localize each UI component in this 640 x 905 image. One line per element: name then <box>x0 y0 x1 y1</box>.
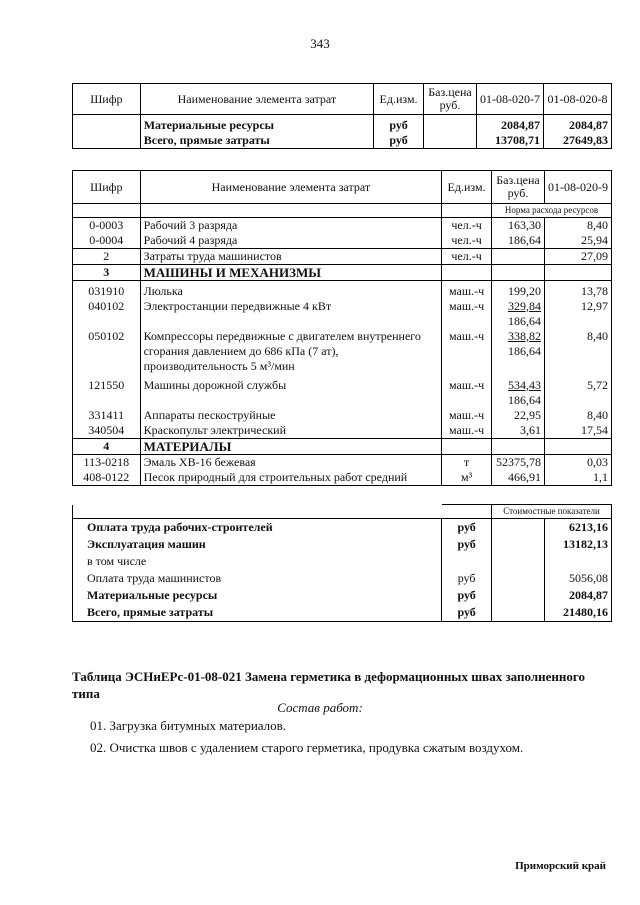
cost-indicators-label: Стоимостные показатели <box>492 505 612 519</box>
table-row: 040102 Электростанции передвижные 4 кВт маш.-ч 329,84 186,64 12,97 <box>73 299 612 329</box>
table-row: 121550 Машины дорожной службы маш.-ч 534,43 186,64 5,72 <box>73 374 612 408</box>
section-row: 3 МАШИНЫ И МЕХАНИЗМЫ <box>73 265 612 281</box>
work-item: 02. Очистка швов с удалением старого герметика, продувка сжатым воздухом. <box>90 740 524 755</box>
table-row: Всего, прямые затраты руб 21480,16 <box>73 604 612 622</box>
header-code: Шифр <box>73 171 141 204</box>
page-number: 343 <box>310 36 330 51</box>
table-row: 031910 Люлька маш.-ч 199,20 13,78 <box>73 284 612 299</box>
table-row: Оплата труда машинистов руб 5056,08 <box>73 570 612 587</box>
work-composition-title: Состав работ: <box>277 700 363 715</box>
table-row: 050102 Компрессоры передвижные с двигателем внутреннего сгорания давлением до 686 кПа (7 ат), производительность 5 м³/мин маш.-ч 338,82 186,64 8,40 <box>73 329 612 374</box>
table-caption: Таблица ЭСНиЕРс-01-08-021 Замена герметика в деформационных швах заполненного типа <box>72 669 585 701</box>
resource-norms-table <box>72 170 612 486</box>
cost-indicators-table <box>72 504 612 622</box>
table-row: Материальные ресурсы руб 2084,87 2084,87 <box>73 118 612 133</box>
header-col-020-8: 01-08-020-8 <box>543 84 611 115</box>
header-col-020-7: 01-08-020-7 <box>476 84 543 115</box>
table-row: Материальные ресурсы руб 2084,87 <box>73 587 612 604</box>
row-name: Материальные ресурсы <box>140 118 373 133</box>
header-unit: Ед.изм. <box>442 171 492 204</box>
table-row: 113-0218 Эмаль ХВ-16 бежевая т 52375,78 0,03 <box>73 454 612 470</box>
header-base-price: Баз.цена руб. <box>492 171 545 204</box>
table-row: Всего, прямые затраты руб 13708,71 27649,83 <box>73 133 612 149</box>
header-col-020-9: 01-08-020-9 <box>544 171 611 204</box>
header-unit: Ед.изм. <box>374 84 424 115</box>
table-row: 0-0004 Рабочий 4 разряда чел.-ч 186,64 25,94 <box>73 233 612 249</box>
table-row: 2 Затраты труда машинистов чел.-ч 27,09 <box>73 249 612 265</box>
header-base-price: Баз.цена руб. <box>424 84 477 115</box>
header-code: Шифр <box>73 84 141 115</box>
table-row: 340504 Краскопульт электрический маш.-ч 3,61 17,54 <box>73 423 612 439</box>
table-row: Оплата труда рабочих-строителей руб 6213,16 <box>73 519 612 537</box>
table-row: 331411 Аппараты пескоструйные маш.-ч 22,95 8,40 <box>73 408 612 423</box>
table-row: 408-0122 Песок природный для строительных работ средний м³ 466,91 1,1 <box>73 470 612 486</box>
row-name: Всего, прямые затраты <box>140 133 373 149</box>
header-name: Наименование элемента затрат <box>140 84 373 115</box>
work-item: 01. Загрузка битумных материалов. <box>90 718 287 733</box>
region-footer: Приморский край <box>515 860 606 872</box>
section-row: 4 МАТЕРИАЛЫ <box>73 438 612 454</box>
table-row: Эксплуатация машин руб 13182,13 <box>73 536 612 553</box>
norm-label: Норма расхода ресурсов <box>492 204 612 218</box>
header-name: Наименование элемента затрат <box>140 171 442 204</box>
cost-summary-table-1 <box>72 83 612 149</box>
table-row: 0-0003 Рабочий 3 разряда чел.-ч 163,30 8,40 <box>73 218 612 234</box>
table-row: в том числе <box>73 553 612 570</box>
